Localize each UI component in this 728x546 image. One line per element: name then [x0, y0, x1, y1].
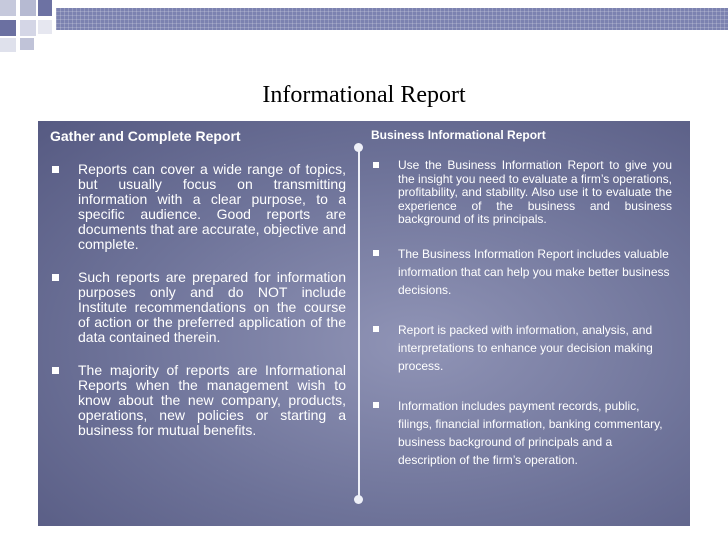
square-bullet-icon: [373, 326, 379, 332]
decor-square: [38, 20, 52, 34]
list-item: [50, 162, 346, 252]
bullet-text: Use the Business Information Report to give you the insight you need to evaluate a firm’s operations, profitability, and stability. Also use it to evaluate the experience of the business and business background of its principals.: [398, 158, 672, 226]
square-bullet-icon: [52, 166, 59, 173]
decor-square: [20, 0, 36, 16]
bullet-text: The Business Information Report includes valuable information that can help you make better business decisions.: [398, 246, 670, 297]
bullet-text: Report is packed with information, analysis, and interpretations to enhance your decision making process.: [398, 322, 653, 373]
column-divider: [358, 148, 360, 499]
divider-dot-bottom: [354, 495, 363, 504]
decor-square: [20, 20, 36, 36]
bullet-text: Information includes payment records, public, filings, financial information, banking commentary, business background of principals and a description of the firm’s operation.: [398, 398, 663, 467]
slide-title: Informational Report: [262, 82, 466, 108]
right-column: [371, 128, 672, 491]
list-item: [50, 363, 346, 438]
list-item: [371, 245, 672, 299]
list-item: [371, 321, 672, 375]
decor-square: [38, 0, 52, 16]
square-bullet-icon: [373, 250, 379, 256]
bullet-text: Reports can cover a wide range of topics, but usually focus on transmitting information with a clear purpose, to a specific audience. Good reports are documents that are accurate, objective and complete.: [78, 161, 346, 252]
decor-square: [0, 20, 16, 36]
divider-dot-top: [354, 143, 363, 152]
square-bullet-icon: [52, 367, 59, 374]
list-item: [50, 270, 346, 345]
header-stripe: [56, 8, 728, 30]
square-bullet-icon: [373, 162, 379, 168]
left-bullet-list: [50, 162, 346, 438]
right-column-heading: Business Informational Report: [371, 128, 546, 142]
square-bullet-icon: [52, 274, 59, 281]
list-item: [371, 397, 672, 469]
decor-square: [0, 38, 16, 52]
decor-square: [0, 0, 16, 16]
bullet-text: Such reports are prepared for information purposes only and do NOT include Institute recommendations on the course of action or the preferred application of the data contained therein.: [78, 269, 346, 345]
decor-square: [20, 38, 34, 50]
list-item: [371, 159, 672, 227]
left-column: [50, 128, 346, 456]
left-column-heading: Gather and Complete Report: [50, 128, 241, 144]
right-bullet-list: [371, 159, 672, 469]
square-bullet-icon: [373, 402, 379, 408]
bullet-text: The majority of reports are Informational Reports when the management wish to know about the new company, products, operations, new policies or starting a business for mutual benefits.: [78, 362, 346, 438]
